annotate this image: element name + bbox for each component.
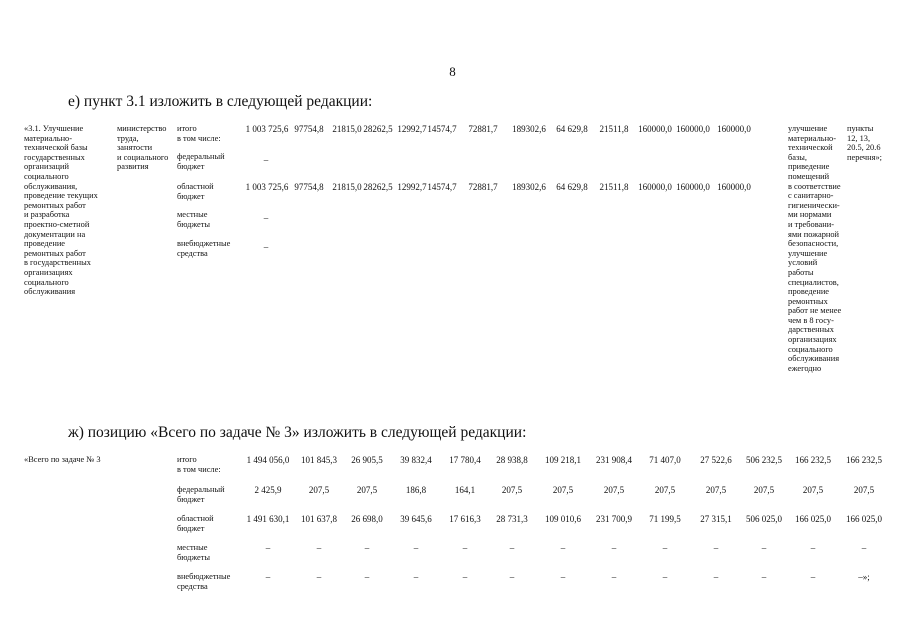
value-cell: 207,5: [356, 485, 378, 495]
value-cell: 186,8: [405, 485, 427, 495]
item-name-line: государственных: [24, 152, 85, 162]
expected-result-line: безопасности,: [788, 239, 839, 249]
value-cell: 1 003 725,6: [245, 124, 289, 134]
expected-result-line: ежегодно: [788, 363, 822, 373]
row-label-line: итого: [177, 124, 197, 133]
expected-result-line: гигиенически-: [788, 200, 840, 210]
expected-result-line: и требовани-: [788, 219, 835, 229]
value-cell: –: [462, 543, 468, 553]
value-cell: 26 905,5: [351, 455, 383, 465]
item-name-line: в государственных: [24, 258, 91, 268]
list-reference-line: 12, 13,: [847, 133, 871, 143]
row-label-line: бюджет: [177, 191, 205, 201]
item-name-line: организаций: [24, 162, 69, 172]
value-cell: 166 232,5: [846, 455, 882, 465]
item-name-line: ремонтных работ: [24, 248, 86, 258]
expected-result-line: специалистов,: [788, 277, 839, 287]
expected-result-line: улучшение: [788, 248, 828, 258]
value-cell: 27 315,1: [700, 514, 732, 524]
value-cell: 14574,7: [427, 124, 457, 134]
row-label-line: бюджет: [177, 161, 205, 171]
expected-result-line: дарственных: [788, 325, 834, 335]
value-cell: 207,5: [308, 485, 330, 495]
value-cell: –: [509, 543, 515, 553]
value-cell: 207,5: [705, 485, 727, 495]
item-name-line: организациях: [24, 267, 73, 277]
value-cell: 28262,5: [363, 182, 393, 192]
value-cell: 101 637,8: [301, 514, 337, 524]
value-cell: 71 407,0: [649, 455, 681, 465]
expected-result: [788, 124, 841, 373]
row-label: [177, 514, 214, 533]
row-label: [177, 210, 210, 229]
row-label-line: местные: [177, 543, 208, 552]
expected-result-line: работ не менее: [788, 306, 842, 316]
value-cell: 506 025,0: [746, 514, 782, 524]
item-name: [24, 124, 98, 297]
row-label: [177, 543, 210, 562]
value-cell: 97754,8: [294, 124, 324, 134]
value-cell: 231 700,9: [596, 514, 632, 524]
row-label-line: федеральный: [177, 485, 225, 494]
value-cell: –: [761, 572, 767, 582]
value-cell: –: [265, 572, 271, 582]
executor-line: развития: [117, 162, 149, 172]
row-label-line: областной: [177, 514, 214, 523]
row-label-line: итого: [177, 455, 197, 464]
value-cell: 1 491 630,1: [246, 514, 290, 524]
expected-result-line: приведение: [788, 162, 830, 172]
executor-line: занятости: [117, 143, 153, 153]
expected-result-line: организациях: [788, 335, 837, 345]
expected-result-line: условий: [788, 258, 818, 268]
row-label-line: внебюджетные: [177, 572, 231, 581]
value-cell: 72881,7: [468, 124, 498, 134]
value-cell: –: [713, 572, 719, 582]
item-name-line: проведение текущих: [24, 191, 98, 201]
item-name-line: «3.1. Улучшение: [24, 124, 84, 133]
value-cell: –: [810, 572, 816, 582]
value-cell: 207,5: [802, 485, 824, 495]
row-label-line: в том числе:: [177, 464, 221, 474]
row-label-line: бюджеты: [177, 219, 211, 229]
value-cell: –: [662, 572, 668, 582]
value-cell: –: [316, 543, 322, 553]
value-cell: –: [560, 572, 566, 582]
value-cell: –: [462, 572, 468, 582]
value-cell: 160000,0: [676, 124, 710, 134]
value-cell: 1 494 056,0: [246, 455, 290, 465]
item-name-line: обслуживания,: [24, 181, 78, 191]
value-cell: 231 908,4: [596, 455, 632, 465]
expected-result-line: социального: [788, 344, 833, 354]
row-label: [177, 572, 230, 591]
list-reference-line: 20.5, 20.6: [847, 143, 881, 153]
list-reference-line: перечня»;: [847, 152, 882, 162]
item-name-line: материально-: [24, 133, 73, 143]
value-cell: –: [611, 543, 617, 553]
expected-result-line: ями пожарной: [788, 229, 840, 239]
value-cell: –: [263, 242, 269, 252]
expected-result-line: работы: [788, 267, 814, 277]
value-cell: 71 199,5: [649, 514, 681, 524]
value-cell: 207,5: [603, 485, 625, 495]
value-cell: 12992,7: [397, 124, 427, 134]
value-cell: 160000,0: [717, 124, 751, 134]
value-cell: 27 522,6: [700, 455, 732, 465]
executor-line: и социального: [117, 152, 169, 162]
value-cell: 164,1: [454, 485, 476, 495]
expected-result-line: обслуживания: [788, 354, 840, 364]
expected-result-line: улучшение: [788, 124, 828, 133]
row-label-line: федеральный: [177, 152, 225, 161]
value-cell: –: [263, 213, 269, 223]
value-cell: 17 780,4: [449, 455, 481, 465]
value-cell: 39 832,4: [400, 455, 432, 465]
value-cell: 109 218,1: [545, 455, 581, 465]
value-cell: –: [316, 572, 322, 582]
value-cell: 2 425,9: [254, 485, 282, 495]
expected-result-line: проведение: [788, 287, 830, 297]
value-cell: 72881,7: [468, 182, 498, 192]
row-label-line: в том числе:: [177, 133, 221, 143]
value-cell: 26 698,0: [351, 514, 383, 524]
expected-result-line: чем в 8 госу-: [788, 315, 834, 325]
row-label-line: бюджеты: [177, 552, 211, 562]
value-cell: 109 010,6: [545, 514, 581, 524]
expected-result-line: материально-: [788, 133, 837, 143]
item-name-line: технической базы: [24, 143, 88, 153]
row-label: [177, 485, 225, 504]
row-label: [177, 239, 230, 258]
row-label-line: местные: [177, 210, 208, 219]
executor: [117, 124, 168, 172]
item-name-line: проектно-сметной: [24, 219, 90, 229]
expected-result-line: в соответствие: [788, 181, 841, 191]
item-name-line: и разработка: [24, 210, 70, 220]
value-cell: –: [364, 572, 370, 582]
value-cell: –: [265, 543, 271, 553]
value-cell: 506 232,5: [746, 455, 782, 465]
item-name-line: ремонтных работ: [24, 200, 86, 210]
value-cell: 97754,8: [294, 182, 324, 192]
value-cell: 166 025,0: [846, 514, 882, 524]
row-label-line: бюджет: [177, 494, 205, 504]
row-label-line: средства: [177, 248, 208, 258]
value-cell: 189302,6: [512, 182, 546, 192]
total-name: «Всего по задаче № 3: [24, 455, 101, 464]
item-name-line: социального: [24, 171, 69, 181]
value-cell: 21511,8: [599, 124, 629, 134]
value-cell: –: [810, 543, 816, 553]
value-cell: –: [611, 572, 617, 582]
expected-result-line: с санитарно-: [788, 191, 834, 201]
value-cell: –»;: [858, 572, 870, 582]
item-name-line: обслуживания: [24, 287, 76, 297]
row-label: [177, 124, 221, 143]
value-cell: –: [761, 543, 767, 553]
executor-line: труда,: [117, 133, 139, 143]
value-cell: –: [263, 155, 269, 165]
value-cell: 207,5: [552, 485, 574, 495]
value-cell: 207,5: [753, 485, 775, 495]
value-cell: 207,5: [654, 485, 676, 495]
value-cell: 160000,0: [638, 182, 672, 192]
page-number: 8: [449, 64, 456, 79]
row-label-line: областной: [177, 182, 214, 191]
item-name-line: социального: [24, 277, 69, 287]
value-cell: –: [364, 543, 370, 553]
row-label-line: средства: [177, 581, 208, 591]
value-cell: 166 025,0: [795, 514, 831, 524]
expected-result-line: ремонтных: [788, 296, 828, 306]
value-cell: –: [662, 543, 668, 553]
value-cell: 160000,0: [676, 182, 710, 192]
value-cell: 101 845,3: [301, 455, 337, 465]
row-label: [177, 182, 214, 201]
executor-line: министерство: [117, 124, 167, 133]
value-cell: 28262,5: [363, 124, 393, 134]
value-cell: –: [413, 543, 419, 553]
value-cell: –: [861, 543, 867, 553]
value-cell: 14574,7: [427, 182, 457, 192]
value-cell: –: [560, 543, 566, 553]
expected-result-line: базы,: [788, 152, 808, 162]
value-cell: 207,5: [501, 485, 523, 495]
expected-result-line: технической: [788, 143, 833, 153]
value-cell: 28 731,3: [496, 514, 528, 524]
list-reference: [847, 124, 882, 162]
value-cell: 160000,0: [638, 124, 672, 134]
row-label: [177, 455, 221, 474]
value-cell: 64 629,8: [556, 182, 588, 192]
row-label-line: внебюджетные: [177, 239, 231, 248]
value-cell: 21815,0: [332, 182, 362, 192]
item-name-line: документации на: [24, 229, 86, 239]
value-cell: 21511,8: [599, 182, 629, 192]
list-reference-line: пункты: [847, 124, 874, 133]
value-cell: 166 232,5: [795, 455, 831, 465]
heading-item-e: е) пункт 3.1 изложить в следующей редакции:: [68, 93, 373, 110]
expected-result-line: ми нормами: [788, 210, 832, 220]
value-cell: –: [713, 543, 719, 553]
heading-item-zh: ж) позицию «Всего по задаче № 3» изложить в следующей редакции:: [68, 424, 527, 441]
value-cell: –: [413, 572, 419, 582]
value-cell: –: [509, 572, 515, 582]
value-cell: 21815,0: [332, 124, 362, 134]
value-cell: 160000,0: [717, 182, 751, 192]
row-label: [177, 152, 225, 171]
value-cell: 1 003 725,6: [245, 182, 289, 192]
row-label-line: бюджет: [177, 523, 205, 533]
value-cell: 207,5: [853, 485, 875, 495]
item-name-line: проведение: [24, 239, 66, 249]
value-cell: 39 645,6: [400, 514, 432, 524]
value-cell: 189302,6: [512, 124, 546, 134]
value-cell: 12992,7: [397, 182, 427, 192]
expected-result-line: помещений: [788, 171, 830, 181]
value-cell: 17 616,3: [449, 514, 481, 524]
value-cell: 28 938,8: [496, 455, 528, 465]
value-cell: 64 629,8: [556, 124, 588, 134]
